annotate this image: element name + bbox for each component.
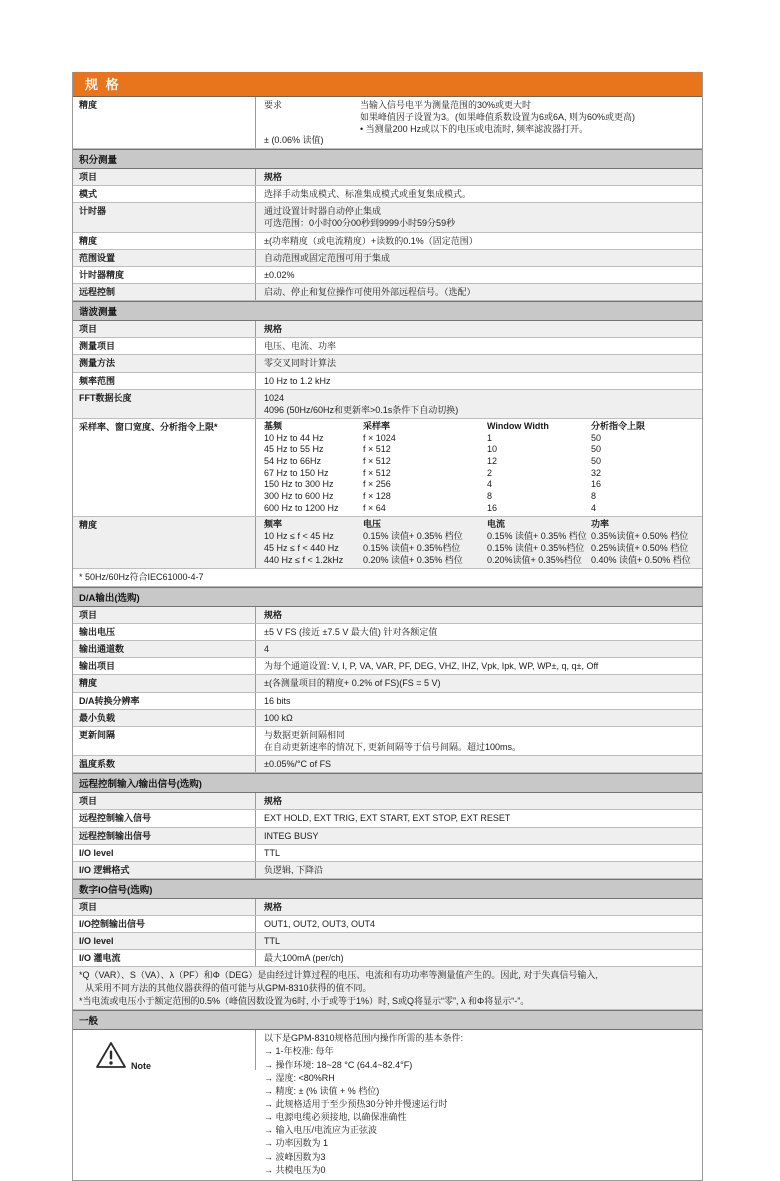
digital-io-footnotes (73, 967, 702, 1010)
table-row (73, 933, 702, 950)
cell: f × 512 (363, 444, 391, 455)
table-row (73, 186, 702, 203)
row-value: ±(功率精度（或电流精度）+读数的0.1%（固定范围） (264, 235, 478, 246)
table-row (73, 338, 702, 355)
cell: 0.20%读值+ 0.35%档位 (487, 554, 582, 565)
table-row (73, 203, 702, 232)
row-label: 精度 (73, 517, 256, 568)
section-header-harmonic: 谐波测量 (73, 301, 702, 321)
table-row (73, 810, 702, 827)
row-label: 项目 (73, 899, 256, 915)
row-value: ±0.05%/°C of FS (264, 759, 332, 770)
accuracy-table (256, 517, 702, 568)
cell: 0.15% 读值+ 0.35%档位 (363, 542, 461, 553)
row-label: 远程控制输出信号 (73, 828, 256, 844)
cell: 50 (591, 456, 602, 467)
cell: 32 (591, 467, 602, 478)
row-value: 100 kΩ (264, 712, 293, 723)
col-header: 电流 (487, 519, 506, 530)
cell: f × 512 (363, 467, 391, 478)
cell: 4 (487, 479, 493, 490)
row-label: 频率范围 (73, 373, 256, 389)
row-label: 最小负载 (73, 710, 256, 726)
cell: 12 (487, 456, 498, 467)
table-row (73, 727, 702, 756)
cell: 0.25%读值+ 0.50% 档位 (591, 542, 689, 553)
row-value: 电压、电流、功率 (264, 341, 337, 352)
requirement-label: 要求 (264, 100, 283, 110)
row-value: 自动范围或固定范围可用于集成 (264, 252, 391, 263)
condition-line: 如果峰值因子设置为3。(如果峰值系数设置为6或6A, 则为60%或更高) (360, 112, 636, 123)
table-row (73, 950, 702, 967)
cell: 0.40% 读值+ 0.50% 档位 (591, 554, 691, 565)
row-label: 输出通道数 (73, 641, 256, 657)
section-header-integration: 积分测量 (73, 149, 702, 169)
note-item: → 湿度: <80%RH (264, 1072, 335, 1083)
general-note-row (73, 1030, 702, 1180)
cell: 16 (591, 479, 602, 490)
cell: 0.15% 读值+ 0.35% 档位 (487, 531, 587, 542)
table-row-harmonic-accuracy (73, 517, 702, 569)
table-row (73, 355, 702, 372)
table-row (73, 756, 702, 773)
table-row (73, 373, 702, 390)
row-label: I/O level (73, 933, 256, 949)
cell: 8 (591, 491, 597, 502)
table-row (73, 845, 702, 862)
col-header: 基频 (264, 420, 283, 431)
row-label: 范围设置 (73, 250, 256, 266)
row-label: 项目 (73, 321, 256, 337)
cell: 16 (487, 502, 498, 513)
cell: f × 64 (363, 502, 386, 513)
row-value: 最大100mA (per/ch) (264, 953, 344, 964)
row-value: ±(各测量项目的精度+ 0.2% of FS)(FS = 5 V) (264, 678, 441, 689)
row-value: 4 (264, 644, 270, 655)
cell: 2 (487, 467, 493, 478)
row-label: 更新间隔 (73, 727, 256, 755)
cell: f × 128 (363, 491, 391, 502)
row-value: 规格 (264, 172, 283, 182)
row-value: 与数据更新间隔相同 在自动更新速率的情况下, 更新间隔等于信号间隔。超过100ms。 (264, 729, 522, 752)
cell: 50 (591, 444, 602, 455)
cell: 45 Hz to 55 Hz (264, 444, 324, 455)
row-label: I/O level (73, 845, 256, 861)
table-row (73, 267, 702, 284)
cell: 150 Hz to 300 Hz (264, 479, 334, 490)
row-value: INTEG BUSY (264, 830, 319, 841)
table-row (73, 624, 702, 641)
row-value (256, 97, 702, 148)
cell: f × 256 (363, 479, 391, 490)
note-item: → 1-年校准: 每年 (264, 1046, 334, 1057)
col-header: 采样率 (363, 420, 391, 431)
row-label: 计时器 (73, 203, 256, 231)
row-label: I/O 逻辑格式 (73, 862, 256, 878)
row-value: ±5 V FS (接近 ±7.5 V 最大值) 针对各额定值 (264, 626, 438, 637)
note-cell (73, 1030, 256, 1070)
row-label: 测量项目 (73, 338, 256, 354)
table-row (73, 828, 702, 845)
note-item: → 功率因数为 1 (264, 1138, 329, 1149)
cell: f × 1024 (363, 432, 396, 443)
table-row (73, 641, 702, 658)
note-item: → 此规格适用于至少预热30分钟并慢速运行时 (264, 1098, 448, 1109)
cell: 440 Hz ≤ f < 1.2kHz (264, 554, 344, 565)
table-row (73, 916, 702, 933)
table-row (73, 390, 702, 419)
cell: 0.15% 读值+ 0.35%档位 (487, 542, 585, 553)
table-row (73, 233, 702, 250)
cell: 0.20% 读值+ 0.35% 档位 (363, 554, 463, 565)
row-value: 规格 (264, 324, 283, 335)
footnote-line: 从采用不同方法的其他仪器获得的值可能与从GPM-8310获得的值不同。 (85, 983, 372, 994)
table-row (73, 97, 702, 149)
table-row-sampling (73, 419, 702, 518)
col-header: 电压 (363, 519, 382, 530)
row-value: 规格 (264, 901, 283, 912)
row-label: 计时器精度 (73, 267, 256, 283)
table-row (73, 899, 702, 916)
cell: 45 Hz ≤ f < 440 Hz (264, 542, 339, 553)
harmonic-footnote: * 50Hz/60Hz符合IEC61000-4-7 (73, 569, 702, 587)
note-content (256, 1030, 702, 1180)
note-item: → 波峰因数为3 (264, 1151, 326, 1162)
row-value: 1024 4096 (50Hz/60Hz和更新率>0.1s条件下自动切换) (264, 392, 459, 415)
row-value: 通过设置计时器自动停止集成 可选范围：0小时00分00秒到9999小时59分59秒 (264, 206, 456, 229)
table-row (73, 284, 702, 301)
row-label: 测量方法 (73, 355, 256, 371)
note-intro: 以下是GPM-8310规格范围内操作所需的基本条件: (264, 1033, 464, 1044)
note-item: → 输入电压/电流应为正弦波 (264, 1125, 378, 1136)
condition-line: • 当测量200 Hz或以下的电压或电流时, 频率滤波器打开。 (360, 124, 589, 135)
row-label: 远程控制 (73, 284, 256, 300)
spec-sheet (72, 72, 703, 1181)
table-row (73, 710, 702, 727)
footnote-line: *Q（VAR）、S（VA）、λ（PF）和Φ（DEG）是由经过计算过程的电压、电流和有功功率等测量值产生的。因此, 对于失真信号输入, (79, 970, 598, 981)
cell: 1 (487, 432, 493, 443)
cell: 600 Hz to 1200 Hz (264, 502, 339, 513)
row-label: 模式 (73, 186, 256, 202)
table-row (73, 321, 702, 338)
row-label: 温度系数 (73, 756, 256, 772)
sampling-table (256, 419, 702, 517)
note-item: → 精度: ± (% 读值 + % 档位) (264, 1085, 380, 1096)
cell: 54 Hz to 66Hz (264, 456, 322, 467)
row-value: 规格 (264, 796, 283, 807)
section-header-remote: 远程控制输入/输出信号(选购) (73, 773, 702, 793)
table-row (73, 250, 702, 267)
cell: 10 Hz ≤ f < 45 Hz (264, 531, 334, 542)
row-value: 10 Hz to 1.2 kHz (264, 375, 331, 386)
requirement-value: ± (0.06% 读值) (264, 134, 324, 145)
row-label: I/O 灌电流 (73, 950, 256, 966)
cell: 0.35%读值+ 0.50% 档位 (591, 531, 689, 542)
section-header-digital-io: 数字IO信号(选购) (73, 879, 702, 899)
table-row (73, 675, 702, 692)
footnote-line: *当电流或电压小于额定范围的0.5%（峰值因数设置为6时, 小于或等于1%）时, S或Q将显示“零”, λ 和Φ将显示“-”。 (79, 995, 530, 1006)
table-row (73, 693, 702, 710)
page-title: 规 格 (73, 72, 702, 97)
cell: 8 (487, 491, 493, 502)
col-header: 功率 (591, 519, 610, 530)
row-label: 远程控制输入信号 (73, 810, 256, 826)
row-label: 精度 (73, 233, 256, 249)
note-item: → 操作环境: 18~28 °C (64.4~82.4°F) (264, 1059, 413, 1070)
col-header: 频率 (264, 519, 283, 530)
row-value: 零交叉同时计算法 (264, 358, 337, 369)
row-value: TTL (264, 847, 281, 858)
cell: 50 (591, 432, 602, 443)
row-value: ±0.02% (264, 269, 295, 280)
row-value: EXT HOLD, EXT TRIG, EXT START, EXT STOP, EXT RESET (264, 813, 511, 824)
table-row (73, 607, 702, 624)
cell: 300 Hz to 600 Hz (264, 491, 334, 502)
row-label: 精度 (73, 97, 256, 148)
col-header: Window Width (487, 420, 549, 431)
cell: 10 Hz to 44 Hz (264, 432, 324, 443)
row-label: FFT数据长度 (73, 390, 256, 418)
row-value: 选择手动集成模式、标准集成模式或重复集成模式。 (264, 189, 472, 200)
table-row (73, 658, 702, 675)
cell: 10 (487, 444, 498, 455)
table-row (73, 169, 702, 186)
section-header-da-output: D/A输出(选购) (73, 587, 702, 607)
table-row (73, 862, 702, 879)
row-value: 负逻辑, 下降沿 (264, 864, 324, 875)
cell: 67 Hz to 150 Hz (264, 467, 329, 478)
cell: f × 512 (363, 456, 391, 467)
condition-line: 当输入信号电平为测量范围的30%或更大时 (360, 100, 532, 110)
row-label: D/A转换分辨率 (73, 693, 256, 709)
row-label: I/O控制输出信号 (73, 916, 256, 932)
row-label: 采样率、窗口宽度、分析指令上限* (73, 419, 256, 517)
col-header: 分析指令上限 (591, 420, 646, 431)
row-value: 为每个通道设置: V, I, P, VA, VAR, PF, DEG, VHZ, IHZ, Vpk, Ipk, WP, WP±, q, q±, Off (264, 661, 599, 672)
cell: 4 (591, 502, 597, 513)
row-label: 项目 (73, 607, 256, 623)
row-value: OUT1, OUT2, OUT3, OUT4 (264, 919, 376, 930)
row-label: 精度 (73, 675, 256, 691)
row-label: 输出项目 (73, 658, 256, 674)
table-row (73, 793, 702, 810)
section-header-general: 一般 (73, 1010, 702, 1030)
cell: 0.15% 读值+ 0.35% 档位 (363, 531, 463, 542)
row-value: 启动、停止和复位操作可使用外部远程信号。（选配） (264, 286, 476, 297)
row-value: 规格 (264, 609, 283, 620)
row-label: 输出电压 (73, 624, 256, 640)
row-label: 项目 (73, 169, 256, 185)
note-item: → 电源电缆必须接地, 以确保准确性 (264, 1112, 407, 1123)
warning-icon (95, 1040, 127, 1070)
note-item: → 共模电压为0 (264, 1164, 326, 1175)
row-value: TTL (264, 936, 281, 947)
row-value: 16 bits (264, 695, 291, 706)
note-label: Note (131, 1061, 151, 1072)
row-label: 项目 (73, 793, 256, 809)
